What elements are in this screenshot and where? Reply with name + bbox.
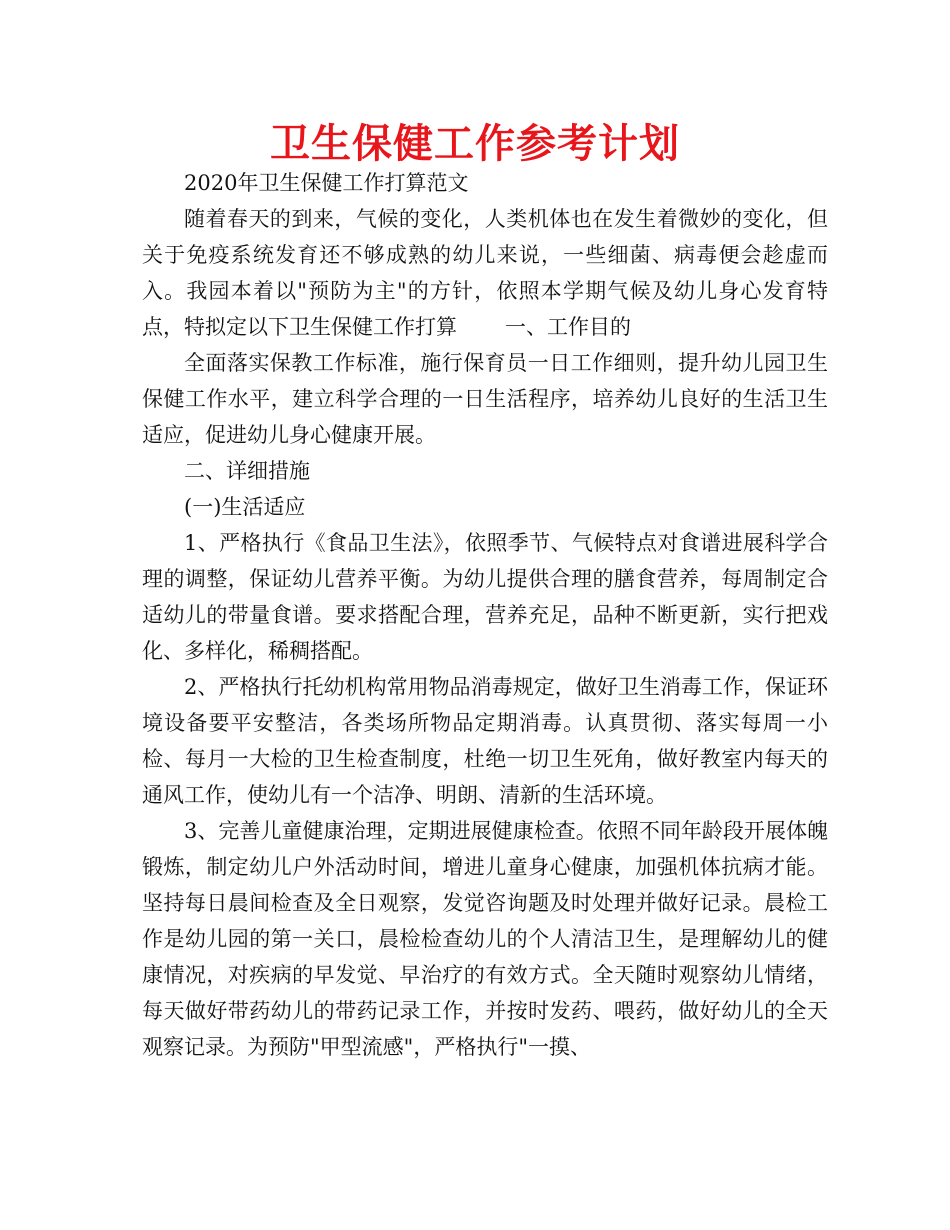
intro-paragraph xyxy=(142,201,828,345)
subsection1-heading: (一)生活适应 xyxy=(184,495,306,519)
item3-paragraph: 3、完善儿童健康治理，定期进展健康检查。依照不同年龄段开展体魄锻炼，制定幼儿户外活动时间，增进儿童身心健康，加强机体抗病才能。坚持每日晨间检查及全日观察，发觉咨询题及时处理并做好记录。晨检工作是幼儿园的第一关口，晨检检查幼儿的个人清洁卫生，是理解幼儿的健康情况，对疾病的早发觉、早治疗的有效方式。全天随时观察幼儿情绪，每天做好带药幼儿的带药记录工作，并按时发药、喂药，做好幼儿的全天观察记录。为预防"甲型流感"，严格执行"一摸、 xyxy=(142,819,828,1059)
document-subtitle: 2020年卫生保健工作打算范文 xyxy=(184,171,469,195)
section1-paragraph: 全面落实保教工作标准，施行保育员一日工作细则，提升幼儿园卫生保健工作水平，建立科学合理的一日生活程序，培养幼儿良好的生活卫生适应，促进幼儿身心健康开展。 xyxy=(142,351,828,447)
section2-heading: 二、详细措施 xyxy=(184,459,310,483)
document-title: 卫生保健工作参考计划 xyxy=(270,121,680,167)
item1-paragraph: 1、严格执行《食品卫生法》，依照季节、气候特点对食谱进展科学合理的调整，保证幼儿营养平衡。为幼儿提供合理的膳食营养，每周制定合适幼儿的带量食谱。要求搭配合理，营养充足，品种不断更新，实行把戏化、多样化，稀稠搭配。 xyxy=(142,531,828,663)
item2-paragraph: 2、严格执行托幼机构常用物品消毒规定，做好卫生消毒工作，保证环境设备要平安整洁，各类场所物品定期消毒。认真贯彻、落实每周一小检、每月一大检的卫生检查制度，杜绝一切卫生死角，做好教室内每天的通风工作，使幼儿有一个洁净、明朗、清新的生活环境。 xyxy=(142,675,828,807)
intro-text: 随着春天的到来，气候的变化，人类机体也在发生着微妙的变化，但关于免疫系统发育还不够成熟的幼儿来说，一些细菌、病毒便会趁虚而入。我园本着以"预防为主"的方针，依照本学期气候及幼儿身心发育特点，特拟定以下卫生保健工作打算 xyxy=(142,207,828,339)
section1-heading: 一、工作目的 xyxy=(505,315,631,339)
document-body xyxy=(142,165,828,1065)
